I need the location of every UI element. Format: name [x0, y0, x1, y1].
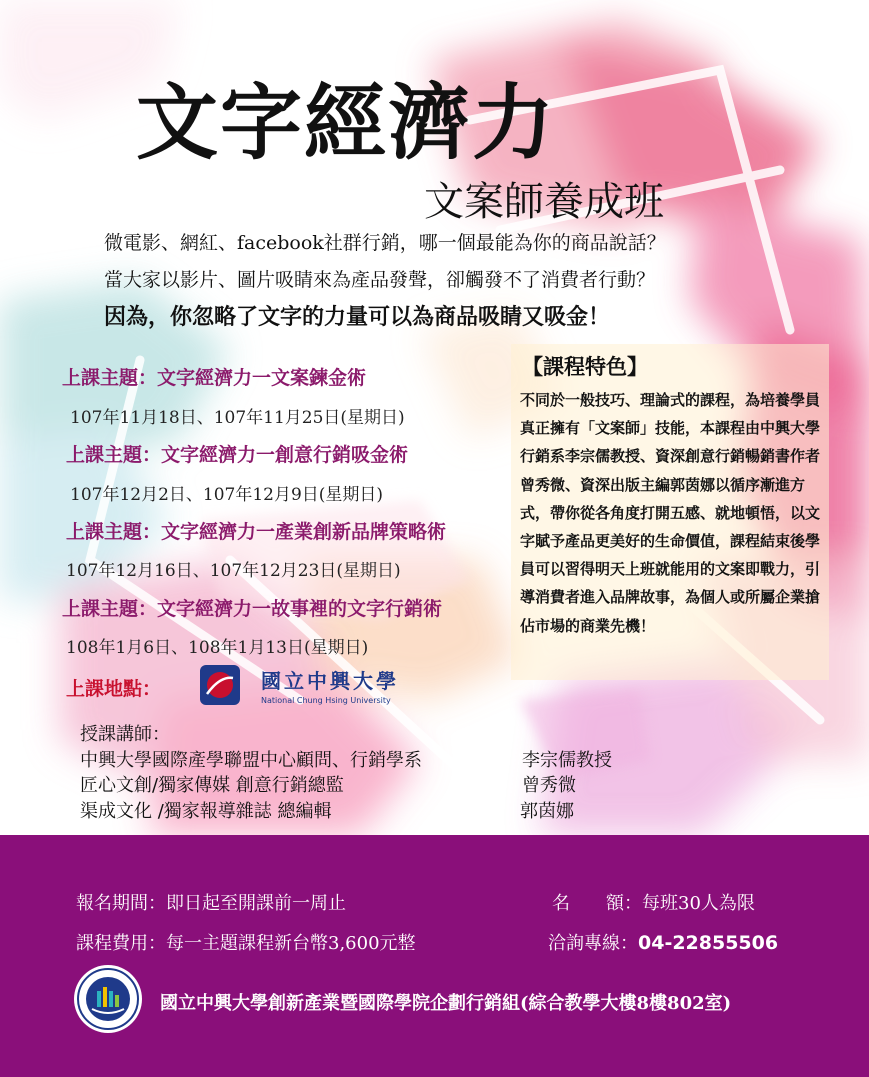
- footer-band: [0, 835, 869, 1077]
- intro-line-1: 微電影、網紅、facebook社群行銷，哪一個最能為你的商品說話？: [104, 232, 666, 254]
- course-fee: 課程費用：每一主題課程新台幣3,600元整: [76, 933, 416, 954]
- topic-1-dates: 107年11月18日、107年11月25日(星期日): [70, 408, 405, 428]
- topic-2-dates: 107年12月2日、107年12月9日(星期日): [70, 485, 384, 505]
- lecturer-2-name: 曾秀微: [522, 775, 576, 796]
- nchu-emblem-icon: [199, 664, 241, 706]
- lecturer-3-name: 郭茵娜: [520, 801, 574, 822]
- topic-3-label: 上課主題：文字經濟力一產業創新品牌策略術: [66, 521, 447, 543]
- intro-line-2: 當大家以影片、圖片吸睛來為產品發聲，卻觸發不了消費者行動？: [104, 269, 656, 291]
- lecturer-3-title: 渠成文化 /獨家報導雜誌 總編輯: [80, 801, 332, 822]
- contact-label: 洽詢專線：: [548, 933, 638, 954]
- topic-4-label: 上課主題：文字經濟力一故事裡的文字行銷術: [62, 598, 443, 620]
- page-title: 文字經濟力: [136, 76, 557, 171]
- topic-3-dates: 107年12月16日、107年12月23日(星期日): [66, 561, 401, 581]
- page-subtitle: 文案師養成班: [424, 179, 664, 225]
- class-quota: 名 額：每班30人為限: [552, 893, 755, 914]
- nchu-name-en: National Chung Hsing University: [261, 696, 391, 705]
- college-emblem-icon: [72, 963, 144, 1035]
- topic-4-dates: 108年1月6日、108年1月13日(星期日): [66, 638, 369, 658]
- topic-1-label: 上課主題：文字經濟力一文案鍊金術: [62, 367, 367, 389]
- contact-phone: 04-22855506: [638, 932, 779, 954]
- intro-line-3: 因為，你忽略了文字的力量可以為商品吸睛又吸金！: [104, 304, 611, 330]
- lecturer-1-title: 中興大學國際產學聯盟中心顧問、行銷學系: [80, 750, 422, 771]
- features-title: 【課程特色】: [522, 354, 648, 379]
- registration-period: 報名期間：即日起至開課前一周止: [76, 893, 346, 914]
- topic-2-label: 上課主題：文字經濟力一創意行銷吸金術: [66, 444, 409, 466]
- lecturer-2-title: 匠心文創/獨家傳媒 創意行銷總監: [80, 775, 344, 796]
- organizer-info: 國立中興大學創新產業暨國際學院企劃行銷組(綜合教學大樓8樓802室): [160, 993, 732, 1014]
- lecturer-1-name: 李宗儒教授: [522, 750, 612, 771]
- nchu-name-zh: 國立中興大學: [261, 669, 399, 693]
- lecturers-heading: 授課講師：: [80, 724, 170, 745]
- nchu-logo: [199, 664, 399, 706]
- location-label: 上課地點：: [66, 678, 162, 700]
- features-body: 不同於一般技巧、理論式的課程，為培養學員真正擁有「文案師」技能，本課程由中興大學行銷系李宗儒教授、資深創意行銷暢銷書作者曾秀微、資深出版主編郭茵娜以循序漸進方式，帶你從各角度打開五感、就地頓悟，以文字賦予產品更美好的生命價值，課程結束後學員可以習得明天上班就能用的文案即戰力，引導消費者進入品牌故事，為個人或所屬企業搶佔市場的商業先機！: [520, 391, 821, 635]
- contact-line: [548, 929, 778, 955]
